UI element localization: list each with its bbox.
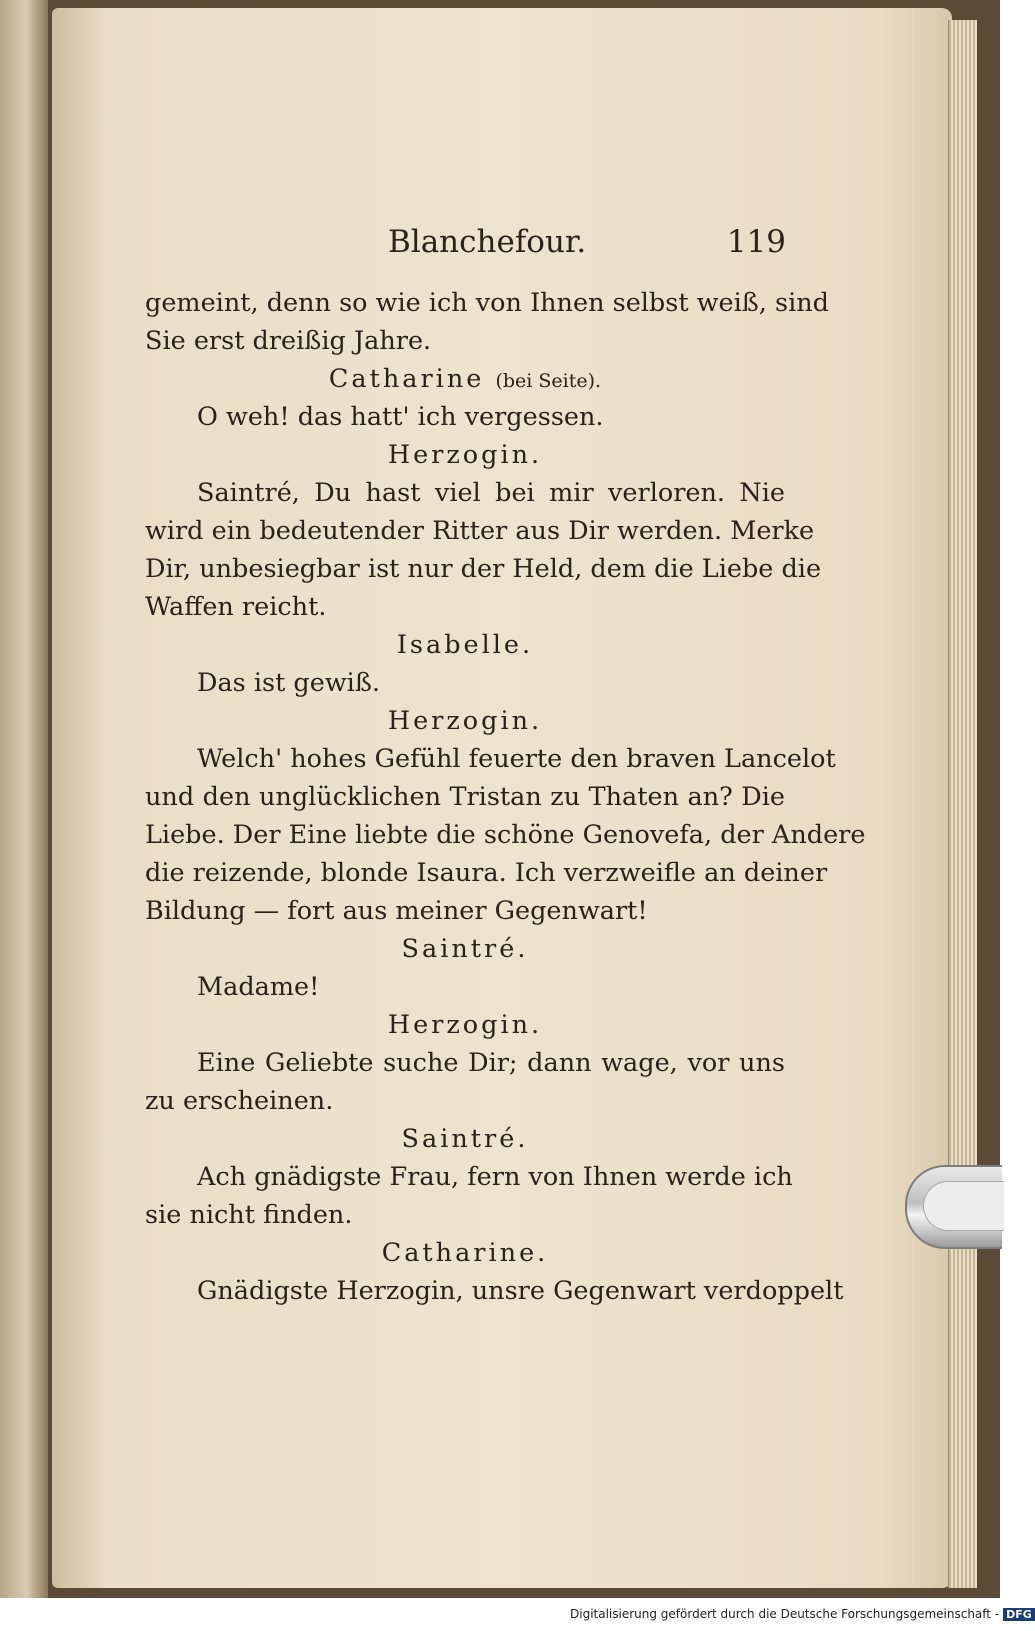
speaker-heading: Isabelle. (396, 630, 534, 660)
text-line: wird ein bedeutender Ritter aus Dir werden. Merke (145, 516, 815, 546)
speaker-heading: Saintré. (401, 934, 529, 964)
text-line: Madame! (197, 972, 320, 1002)
speaker-heading: Catharine. (381, 1238, 549, 1268)
text-line: Waffen reicht. (145, 592, 327, 622)
text-line: Liebe. Der Eine liebte die schöne Genovefa, der Andere (145, 820, 866, 850)
text-line: Gnädigste Herzogin, unsre Gegenwart verdoppelt (197, 1276, 844, 1306)
speaker-heading: Herzogin. (387, 440, 543, 470)
text-line: gemeint, denn so wie ich von Ihnen selbst weiß, sind (145, 288, 830, 318)
text-line: Welch' hohes Gefühl feuerte den braven Lancelot (197, 744, 836, 774)
text-line: sie nicht finden. (145, 1200, 353, 1230)
text-line: Eine Geliebte suche Dir; dann wage, vor uns (197, 1048, 785, 1078)
text-line: O weh! das hatt' ich vergessen. (197, 402, 604, 432)
text-line: Das ist gewiß. (197, 668, 380, 698)
speaker-heading (145, 360, 785, 398)
stage-direction: (bei Seite). (495, 370, 602, 392)
page-stack-edge (948, 20, 977, 1588)
text-line: die reizende, blonde Isaura. Ich verzweifle an deiner (145, 858, 828, 888)
text-line: zu erscheinen. (145, 1086, 334, 1116)
digitization-footer (570, 1607, 1032, 1627)
facing-page-edge (0, 0, 48, 1598)
text-line: Sie erst dreißig Jahre. (145, 326, 432, 356)
book-clip (905, 1165, 1002, 1249)
text-line: Saintré, Du hast viel bei mir verloren. Nie (197, 478, 785, 508)
text-line: Ach gnädigste Frau, fern von Ihnen werde ich (197, 1162, 793, 1192)
text-line: und den unglücklichen Tristan zu Thaten an? Die (145, 782, 785, 812)
page-text (145, 284, 866, 1310)
running-title: Blanchefour. (388, 224, 587, 260)
footer-credit: Digitalisierung gefördert durch die Deutsche Forschungsgemeinschaft - (570, 1607, 1000, 1621)
speaker-heading: Herzogin. (387, 1010, 543, 1040)
speaker-heading: Saintré. (401, 1124, 529, 1154)
speaker-name: Catharine (328, 364, 485, 394)
dfg-logo: DFG (1003, 1608, 1035, 1621)
speaker-heading: Herzogin. (387, 706, 543, 736)
page-header (370, 224, 790, 264)
text-line: Dir, unbesiegbar ist nur der Held, dem die Liebe die (145, 554, 822, 584)
text-line: Bildung — fort aus meiner Gegenwart! (145, 896, 648, 926)
page-number: 119 (726, 224, 786, 260)
